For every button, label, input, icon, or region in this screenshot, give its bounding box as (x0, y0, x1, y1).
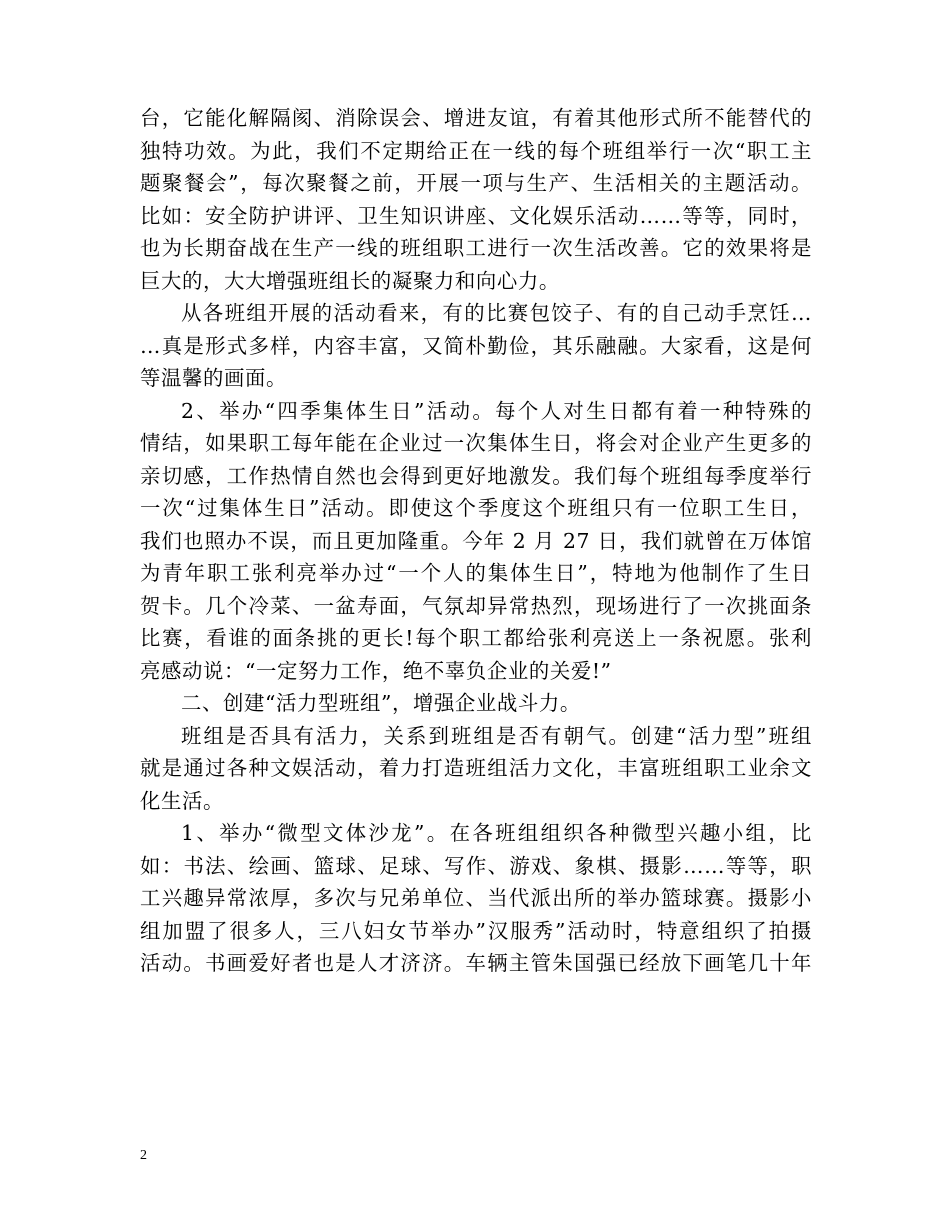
text-line: 班组是否具有活力，关系到班组是否有朝气。创建“活力型”班组 (181, 723, 812, 748)
text-line: 二、创建“活力型班组”，增强企业战斗力。 (181, 691, 581, 715)
text-line: 一次“过集体生日”活动。即使这个季度这个班组只有一位职工生日， (140, 496, 812, 520)
text-line: 工兴趣异常浓厚，多次与兄弟单位、当代派出所的举办篮球赛。摄影小 (140, 886, 812, 910)
text-line: 比赛，看谁的面条挑的更长!每个职工都给张利亮送上一条祝愿。张利 (140, 626, 812, 650)
text-line: 组加盟了很多人，三八妇女节举办”汉服秀”活动时，特意组织了拍摄 (140, 918, 812, 943)
text-line: 题聚餐会”，每次聚餐之前，开展一项与生产、生活相关的主题活动。 (140, 171, 812, 195)
text-line: 我们也照办不误，而且更加隆重。今年 2 月 27 日，我们就曾在万体馆 (140, 528, 812, 553)
text-line: 独特功效。为此，我们不定期给正在一线的每个班组举行一次“职工主 (140, 138, 812, 163)
text-line: 从各班组开展的活动看来，有的比赛包饺子、有的自己动手烹饪… (181, 301, 812, 325)
text-line: 如：书法、绘画、篮球、足球、写作、游戏、象棋、摄影……等等，职 (140, 853, 812, 878)
text-line: 1、举办“微型文体沙龙”。在各班组组织各种微型兴趣小组，比 (181, 821, 812, 845)
text-line: 情结，如果职工每年能在企业过一次集体生日，将会对企业产生更多的 (140, 431, 812, 455)
body-text (140, 102, 812, 980)
text-line: 2、举办“四季集体生日”活动。每个人对生日都有着一种特殊的 (181, 398, 812, 423)
text-line: 也为长期奋战在生产一线的班组职工进行一次生活改善。它的效果将是 (140, 236, 812, 260)
text-line: 比如：安全防护讲评、卫生知识讲座、文化娱乐活动……等等，同时， (140, 203, 812, 228)
text-line: 贺卡。几个冷菜、一盆寿面，气氛却异常热烈，现场进行了一次挑面条 (140, 593, 812, 618)
text-line: 化生活。 (140, 788, 224, 813)
text-line: 等温馨的画面。 (140, 366, 287, 390)
text-line: …真是形式多样，内容丰富，又简朴勤俭，其乐融融。大家看，这是何 (140, 333, 812, 358)
text-line: 亮感动说：“一定努力工作，绝不辜负企业的关爱!” (140, 658, 612, 683)
text-line: 活动。书画爱好者也是人才济济。车辆主管朱国强已经放下画笔几十年 (140, 951, 812, 975)
text-line: 为青年职工张利亮举办过“一个人的集体生日”，特地为他制作了生日 (140, 561, 812, 585)
text-line: 巨大的，大大增强班组长的凝聚力和向心力。 (140, 268, 560, 293)
page-number: 2 (140, 1148, 147, 1163)
text-line: 台，它能化解隔阂、消除误会、增进友谊，有着其他形式所不能替代的 (140, 106, 812, 130)
text-line: 就是通过各种文娱活动，着力打造班组活力文化，丰富班组职工业余文 (140, 756, 812, 780)
text-line: 亲切感，工作热情自然也会得到更好地激发。我们每个班组每季度举行 (140, 463, 812, 488)
